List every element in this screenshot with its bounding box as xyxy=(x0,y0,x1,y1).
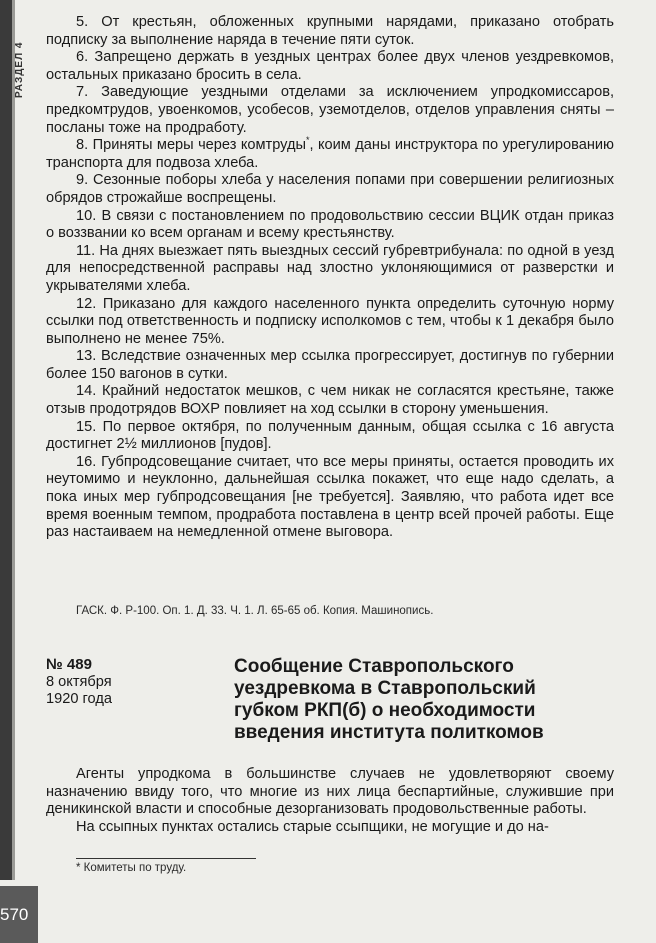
paragraph-6: 6. Запрещено держать в уездных центрах более двух членов уездревкомов, остальных приказано бросить в села. xyxy=(46,49,614,83)
paragraph-13: 13. Вследствие означенных мер ссылка прогрессирует, достигнув по губернии более 150 вагонов в сутки. xyxy=(46,348,614,382)
paragraph-11: 11. На днях выезжает пять выездных сессий губревтрибунала: по одной в уезд для непосредственной расправы над злостно уклоняющимися от разверстки и укрывателями хлеба. xyxy=(46,242,614,294)
paragraph-5: 5. От крестьян, обложенных крупными нарядами, приказано отобрать подписку за выполнение наряда в течение пяти суток. xyxy=(46,14,614,48)
document-date: 8 октября 1920 года xyxy=(46,674,112,707)
footnote-divider xyxy=(76,858,256,859)
paragraph-14: 14. Крайний недостаток мешков, с чем никак не согласятся крестьяне, также отзыв продотрядов ВОХР повлияет на ход ссылки в сторону уменьшения. xyxy=(46,383,614,418)
footnote: * Комитеты по труду. xyxy=(76,862,187,874)
paragraph-10: 10. В связи с постановлением по продовольствию сессии ВЦИК отдан приказ о воззвании ко всем органам и всему крестьянству. xyxy=(46,207,614,242)
paragraph-8 xyxy=(46,137,614,172)
page-number: 570 xyxy=(0,905,29,924)
document-text xyxy=(46,14,614,542)
paragraph-15: 15. По первое октября, по полученным данным, общая ссылка с 16 августа достигнет 2½ миллионов [пудов]. xyxy=(46,418,614,453)
section-label: РАЗДЕЛ 4 xyxy=(14,41,25,98)
document-header xyxy=(46,656,618,756)
document-body xyxy=(46,766,614,836)
paragraph-7: 7. Заведующие уездными отделами за исключением упродкомиссаров, предкомтрудов, увоенкомов, усобесов, уземотделов, отделов управления сняты – посланы тоже на продработу. xyxy=(46,84,614,136)
document-number: № 489 xyxy=(46,656,92,673)
paragraph-16: 16. Губпродсовещание считает, что все меры приняты, остается проводить их неутомимо и неуклонно, дальнейшая ссылка покажет, что еще надо сделать, а пока иных мер губпродсовещания [не требуется]. Заявляю, что работа идет все время военным темпом, продработа поставлена в центр всей прочей работы. Еще раз настаиваем на немедленной отмене выговора. xyxy=(46,453,614,541)
page-edge-band xyxy=(12,0,15,880)
document-title: Сообщение Ставропольского уездревкома в Ставропольский губком РКП(б) о необходимости введения института политкомов xyxy=(234,656,544,743)
paragraph-9: 9. Сезонные поборы хлеба у населения попами при совершении религиозных обрядов строжайше воспрещены. xyxy=(46,172,614,206)
archive-source: ГАСК. Ф. Р-100. Оп. 1. Д. 33. Ч. 1. Л. 65-65 об. Копия. Машинопись. xyxy=(76,605,434,617)
paragraph-8-head: 8. Приняты меры через комтруды xyxy=(76,137,306,154)
paragraph-12: 12. Приказано для каждого населенного пункта определить суточную норму ссылки под ответственность и подписку исполкомов с тем, чтобы к 1 декабря было выполнено не менее 75%. xyxy=(46,295,614,347)
footnote-marker: * xyxy=(305,135,310,146)
page-edge-bar xyxy=(0,0,12,880)
paragraph-8-tail: , коим даны инструктора по урегулированию транспорта для подвоза хлеба. xyxy=(46,137,614,171)
body-paragraph-1: Агенты упродкома в большинстве случаев не удовлетворяют своему назначению ввиду того, что многие из них лица беспартийные, служившие при деникинской власти и способные дезорганизовать продовольственные работы. xyxy=(46,766,614,818)
body-paragraph-2: На ссыпных пунктах остались старые ссыпщики, не могущие и до на- xyxy=(76,818,549,835)
